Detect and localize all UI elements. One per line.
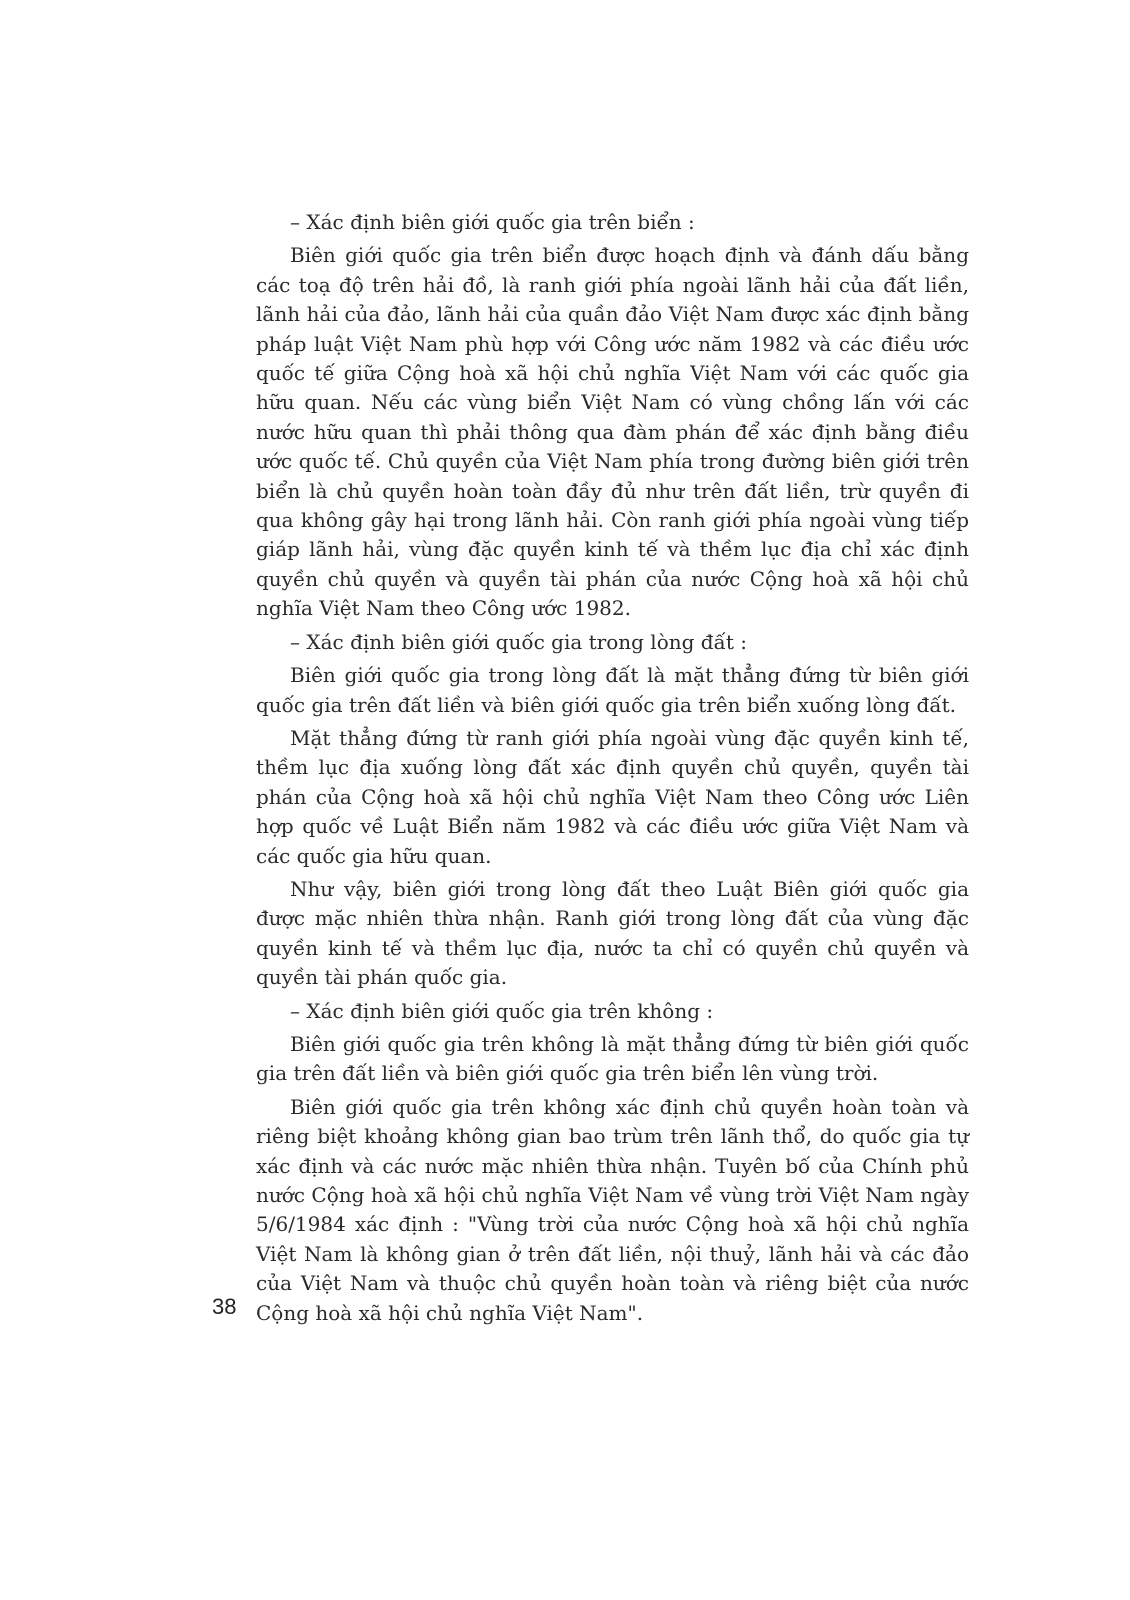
paragraph-airspace-sovereignty: Biên giới quốc gia trên không xác định chủ quyền hoàn toàn và riêng biệt khoảng không gian bao trùm trên lãnh thổ, do quốc gia tự xác định và các nước mặc nhiên thừa nhận. Tuyên bố của Chính phủ nước Cộng hoà xã hội chủ nghĩa Việt Nam về vùng trời Việt Nam ngày 5/6/1984 xác định : "Vùng trời của nước Cộng hoà xã hội chủ nghĩa Việt Nam là không gian ở trên đất liền, nội thuỷ, lãnh hải và các đảo của Việt Nam và thuộc chủ quyền hoàn toàn và riêng biệt của nước Cộng hoà xã hội chủ nghĩa Việt Nam". (256, 1094, 969, 1325)
paragraph-underground-definition: Biên giới quốc gia trong lòng đất là mặt thẳng đứng từ biên giới quốc gia trên đất liền và biên giới quốc gia trên biển xuống lòng đất. (256, 663, 969, 717)
section-heading-airspace-border: – Xác định biên giới quốc gia trên không : (290, 998, 714, 1023)
body-text (256, 208, 969, 1332)
paragraph-airspace-definition: Biên giới quốc gia trên không là mặt thẳng đứng từ biên giới quốc gia trên đất liền và biên giới quốc gia trên biển lên vùng trời. (256, 1031, 969, 1086)
section-heading-sea-border: – Xác định biên giới quốc gia trên biển : (290, 210, 695, 234)
paragraph-sea-border: Biên giới quốc gia trên biển được hoạch định và đánh dấu bằng các toạ độ trên hải đồ, là ranh giới phía ngoài lãnh hải của đất liền, lãnh hải của đảo, lãnh hải của quần đảo Việt Nam được xác định bằng pháp luật Việt Nam phù hợp với Công ước năm 1982 và các điều ước quốc tế giữa Cộng hoà xã hội chủ nghĩa Việt Nam với các quốc gia hữu quan. Nếu các vùng biển Việt Nam có vùng chồng lấn với các nước hữu quan thì phải thông qua đàm phán để xác định bằng điều ước quốc tế. Chủ quyền của Việt Nam phía trong đường biên giới trên biển là chủ quyền hoàn toàn đầy đủ như trên đất liền, trừ quyền đi qua không gây hại trong lãnh hải. Còn ranh giới phía ngoài vùng tiếp giáp lãnh hải, vùng đặc quyền kinh tế và thềm lục địa chỉ xác định quyền chủ quyền và quyền tài phán của nước Cộng hoà xã hội chủ nghĩa Việt Nam theo Công ước 1982. (256, 243, 969, 621)
section-heading-underground-border: – Xác định biên giới quốc gia trong lòng đất : (290, 629, 747, 654)
page-number: 38 (212, 1294, 237, 1319)
paragraph-underground-eez: Mặt thẳng đứng từ ranh giới phía ngoài vùng đặc quyền kinh tế, thềm lục địa xuống lòng đất xác định quyền chủ quyền, quyền tài phán của Cộng hoà xã hội chủ nghĩa Việt Nam theo Công ước Liên hợp quốc về Luật Biển năm 1982 và các điều ước giữa Việt Nam và các quốc gia hữu quan. (256, 725, 969, 868)
paragraph-underground-recognition: Như vậy, biên giới trong lòng đất theo Luật Biên giới quốc gia được mặc nhiên thừa nhận. Ranh giới trong lòng đất của vùng đặc quyền kinh tế và thềm lục địa, nước ta chỉ có quyền chủ quyền và quyền tài phán quốc gia. (256, 876, 969, 990)
